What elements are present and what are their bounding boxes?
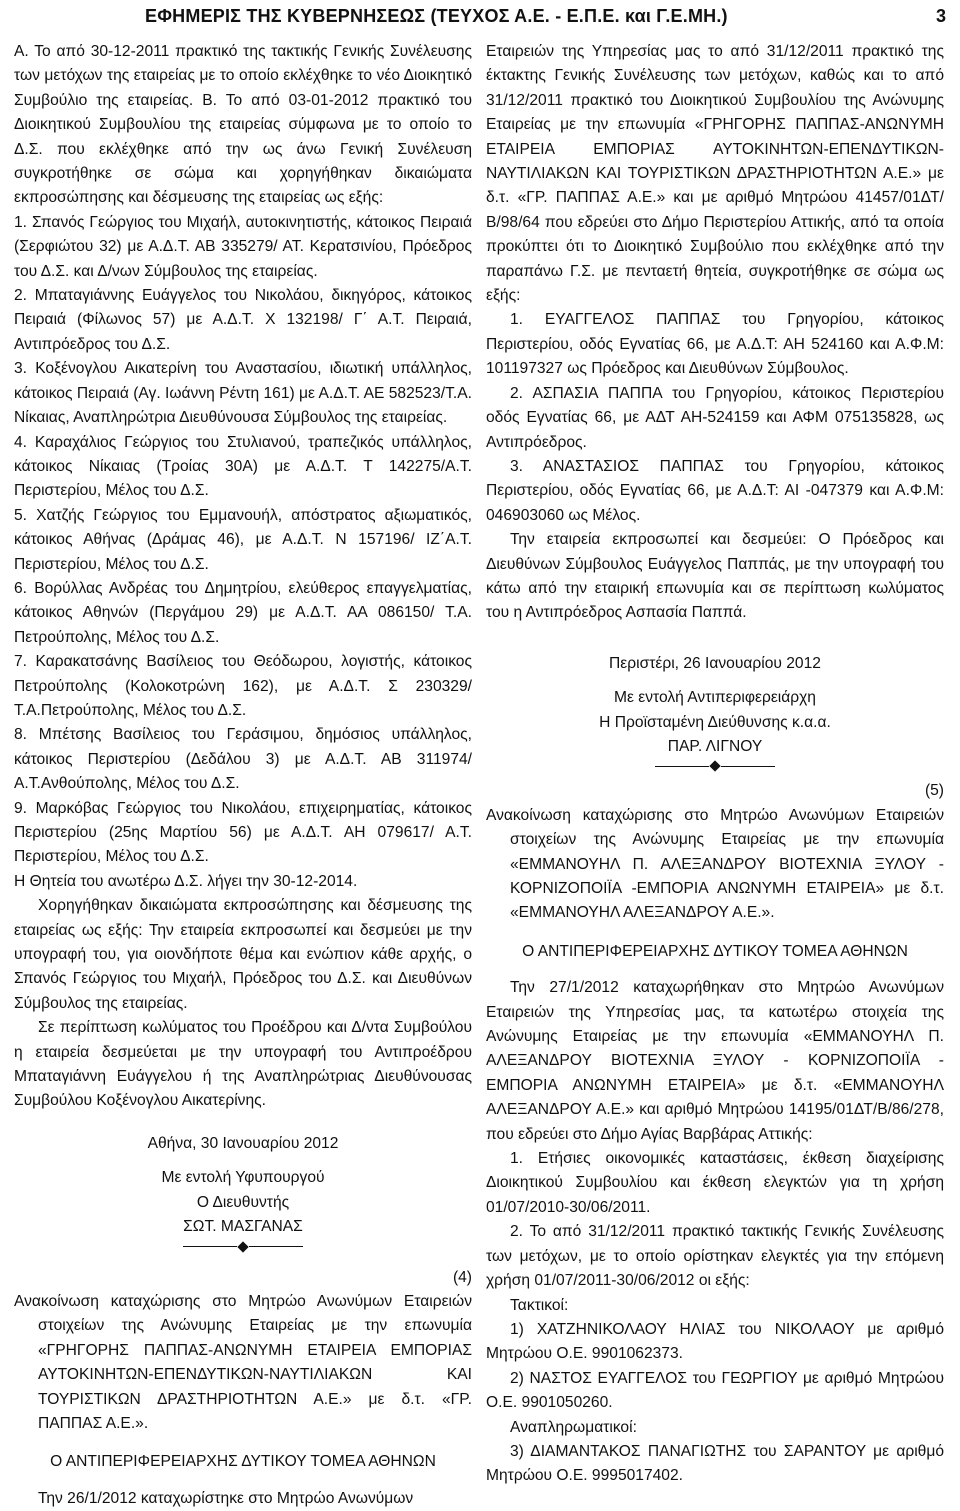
auditors-alternate-label: Αναπληρωματικοί: xyxy=(510,1418,637,1436)
member-item: 7. Καρακατσάνης Βασίλειος του Θεόδωρου, λογιστής, κάτοικος Πετρούπολης (Κολοκοτρώνη 162), με Α.Δ.Τ. Σ 230329/Τ.Α.Πετρούπολης, Μέλος του Δ.Σ. xyxy=(14,653,472,719)
notice-number: (5) xyxy=(924,782,944,800)
member-item: 3. Κοξένογλου Αικατερίνη του Αναστασίου, ιδιωτική υπάλληλος, κάτοικος Πειραιά (Αγ. Ιωάννη Ρέντη 161) με Α.Δ.Τ. ΑΕ 582523/Τ.Α. Νίκαιας, Αναπληρώτρια Διευθύνουσα Σύμβουλος της εταιρείας. xyxy=(14,360,472,427)
member-item: 3. ΑΝΑΣΤΑΣΙΟΣ ΠΑΠΠΑΣ του Γρηγορίου, κάτοικος Περιστερίου, οδός Εγνατίας 66, με Α.Δ.Τ: ΑΙ -047379 και Α.Φ.Μ: 046903060 ως Μέλος. xyxy=(486,457,944,524)
left-column xyxy=(14,40,472,1511)
notice-body-start: Την 26/1/2012 καταχωρίστηκε στο Μητρώο Ανωνύμων xyxy=(38,1489,414,1507)
signatory-name: ΣΩΤ. ΜΑΣΓΑΝΑΣ xyxy=(183,1218,303,1236)
header-title: ΕΦΗΜΕΡΙΣ ΤΗΣ ΚΥΒΕΡΝΗΣΕΩΣ (ΤΕΥΧΟΣ Α.Ε. - Ε.Π.Ε. και Γ.Ε.ΜΗ.) xyxy=(145,6,728,26)
notice-body: Την 27/1/2012 καταχωρήθηκαν στο Μητρώο Ανωνύμων Εταιρειών της Υπηρεσίας μας, τα κατωτέρω στοιχεία της Ανώνυμης Εταιρείας με την επωνυμία «ΕΜΜΑΝΟΥΗΛ Π. ΑΛΕΞΑΝΔΡΟΥ ΒΙΟΤΕΧΝΙΑ ΞΥΛΟΥ - ΚΟΡΝΙΖΟΠΟΙΪΑ - ΕΜΠΟΡΙΑ ΑΝΩΝΥΜΗ ΕΤΑΙΡΕΙΑ» με δ.τ. «ΕΜΜΑΝΟΥΗΛ ΑΛΕΞΑΝΔΡΟΥ Α.Ε.» και αριθμό Μητρώου 14195/01ΔΤ/Β/86/278, που εδρεύει στο Δήμο Αγίας Βαρβάρας Αττικής: xyxy=(486,979,944,1143)
notice-title: Ανακοίνωση καταχώρισης στο Μητρώο Ανωνύμων Εταιρειών στοιχείων της Ανώνυμης Εταιρείας με την επωνυμία «ΓΡΗΓΟΡΗΣ ΠΑΠΠΑΣ-ΑΝΩΝΥΜΗ ΕΤΑΙΡΕΙΑ ΕΜΠΟΡΙΑΣ ΑΥΤΟΚΙΝΗΤΩΝ-ΕΠΕΝΔΥΤΙΚΩΝ-ΝΑΥΤΙΛΙΑΚΩΝ ΚΑΙ ΤΟΥΡΙΣΤΙΚΩΝ ΔΡΑΣΤΗΡΙΟΤΗΤΩΝ Α.Ε.» με δ.τ. «ΓΡ. ΠΑΠΠΑΣ Α.Ε.». xyxy=(14,1292,472,1432)
member-item: 2. ΑΣΠΑΣΙΑ ΠΑΠΠΑ του Γρηγορίου, κάτοικος Περιστερίου οδός Εγνατίας 66, με ΑΔΤ ΑΗ-524159 και ΑΦΜ 075135828, ως Αντιπρόεδρος. xyxy=(486,384,944,451)
signature-place-date: Αθήνα, 30 Ιανουαρίου 2012 xyxy=(147,1134,339,1152)
representation-rights: Χορηγήθηκαν δικαιώματα εκπροσώπησης και δέσμευσης της εταιρείας ως εξής: Την εταιρεία εκπροσωπεί και δεσμεύει με την υπογραφή του, για οιονδήποτε θέμα και ενώπιον κάθε αρχής, ο Σπανός Γεώργιος του Μιχαήλ, Πρόεδρος του Δ.Σ. και Διευθύνων Σύμβουλος της εταιρείας. xyxy=(14,897,472,1012)
signature-place-date: Περιστέρι, 26 Ιανουαρίου 2012 xyxy=(609,654,821,672)
auditor-item: 3) ΔΙΑΜΑΝΤΑΚΟΣ ΠΑΝΑΓΙΩΤΗΣ του ΣΑΡΑΝΤΟΥ με αριθμό Μητρώου Ο.Ε. 9995017402. xyxy=(486,1442,944,1485)
page-header xyxy=(0,6,960,34)
notice-title: Ανακοίνωση καταχώρισης στο Μητρώο Ανωνύμων Εταιρειών στοιχείων της Ανώνυμης Εταιρείας με την επωνυμία «ΕΜΜΑΝΟΥΗΛ Π. ΑΛΕΞΑΝΔΡΟΥ ΒΙΟΤΕΧΝΙΑ ΞΥΛΟΥ - ΚΟΡΝΙΖΟΠΟΙΪΑ -ΕΜΠΟΡΙΑ ΑΝΩΝΥΜΗ ΕΤΑΙΡΕΙΑ» με δ.τ. «ΕΜΜΑΝΟΥΗΛ ΑΛΕΞΑΝΔΡΟΥ Α.Ε.». xyxy=(486,806,944,922)
separator-ornament xyxy=(14,1242,472,1252)
member-item: 1. Σπανός Γεώργιος του Μιχαήλ, αυτοκινητιστής, κάτοικος Πειραιά (Σερφιώτου 32) με Α.Δ.Τ. ΑΒ 335279/ ΑΤ. Κερατσινίου, Πρόεδρος του Δ.Σ. και Δ/νων Σύμβουλος της εταιρείας. xyxy=(14,213,472,280)
member-item: 5. Χατζής Γεώργιος του Εμμανουήλ, απόστρατος αξιωματικός, κάτοικος Αθήνας (Δράμας 46), με Α.Δ.Τ. Ν 157196/ ΙΖ΄Α.Τ. Περιστερίου, Μέλος του Δ.Σ. xyxy=(14,506,472,573)
signature-line: Με εντολή Αντιπεριφερειάρχη xyxy=(614,689,816,707)
page-number: 3 xyxy=(935,6,946,26)
notice-number: (4) xyxy=(452,1268,472,1286)
member-item: 9. Μαρκόβας Γεώργιος του Νικολάου, επιχειρηματίας, κάτοικος Περιστερίου (25ης Μαρτίου 56) με Α.Δ.Τ. ΑΗ 079617/ Α.Τ. Περιστερίου, Μέλος του Δ.Σ. xyxy=(14,799,472,866)
member-item: 8. Μπέτσης Βασίλειος του Γεράσιμου, δημόσιος υπάλληλος, κάτοικος Περιστερίου (Δεδάλου 3) με Α.Δ.Τ. ΑΒ 311974/Α.Τ.Ανθούπολης, Μέλος του Δ.Σ. xyxy=(14,726,472,793)
diamond-icon xyxy=(237,1241,248,1252)
member-item: 1. ΕΥΑΓΓΕΛΟΣ ΠΑΠΠΑΣ του Γρηγορίου, κάτοικος Περιστερίου, οδός Εγνατίας 66, με Α.Δ.Τ: ΑΗ 524160 και Α.Φ.Μ: 101197327 ως Πρόεδρος και Διευθύνων Σύμβουλος. xyxy=(486,311,944,378)
absence-clause: Σε περίπτωση κωλύματος του Προέδρου και Δ/ντα Συμβούλου η εταιρεία δεσμεύεται με την υπογραφή του Αντιπροέδρου Μπαταγιάννη Ευάγγελου ή της Αναπληρώτριας Διευθύνουσας Συμβούλου Κοξένογλου Αικατερίνης. xyxy=(14,1019,472,1110)
member-item: 2. Μπαταγιάννης Ευάγγελος του Νικολάου, δικηγόρος, κάτοικος Πειραιά (Φίλωνος 57) με Α.Δ.Τ. Χ 132198/ Γ΄ Α.Τ. Πειραιά, Αντιπρόεδρος του Δ.Σ. xyxy=(14,287,472,353)
auditor-item: 1) ΧΑΤΖΗΝΙΚΟΛΑΟΥ ΗΛΙΑΣ του ΝΙΚΟΛΑΟΥ με αριθμό Μητρώου Ο.Ε. 9901062373. xyxy=(486,1320,944,1363)
list-item: 1. Ετήσιες οικονομικές καταστάσεις, έκθεση διαχείρισης Διοικητικού Συμβουλίου και έκθεση ελεγκτών για τη χρήση 01/07/2010-30/06/2011. xyxy=(486,1150,944,1216)
separator-ornament xyxy=(486,761,944,771)
signature-line: Ο Διευθυντής xyxy=(196,1193,290,1211)
signature-line: Η Προϊσταμένη Διεύθυνσης κ.α.α. xyxy=(599,713,831,731)
signature-block xyxy=(486,652,944,760)
diamond-icon xyxy=(709,761,720,772)
auditors-regular-label: Τακτικοί: xyxy=(510,1296,569,1314)
auditor-item: 2) ΝΑΣΤΟΣ ΕΥΑΓΓΕΛΟΣ του ΓΕΩΡΓΙΟΥ με αριθμό Μητρώου Ο.Ε. 9901050260. xyxy=(486,1369,944,1412)
right-column xyxy=(486,40,944,1489)
representation-clause: Την εταιρεία εκπροσωπεί και δεσμεύει: Ο Πρόεδρος και Διευθύνων Σύμβουλος Ευάγγελος Παππάς, με την υπογραφή του κάτω από την εταιρική επωνυμία και σε περίπτωση κωλύματος του η Αντιπρόεδρος Ασπασία Παππά. xyxy=(486,531,944,622)
list-item: 2. Το από 31/12/2011 πρακτικό τακτικής Γενικής Συνέλευσης των μετόχων, με το οποίο ορίστηκαν ελεγκτές για την επόμενη χρήση 01/07/2011-30/06/2012 οι εξής: xyxy=(486,1223,944,1290)
member-item: 6. Βορύλλας Ανδρέας του Δημητρίου, ελεύθερος επαγγελματίας, κάτοικος Αθηνών (Περγάμου 29) με Α.Δ.Τ. ΑΑ 086150/ Τ.Α. Πετρούπολης, Μέλος του Δ.Σ. xyxy=(14,579,472,646)
signature-block xyxy=(14,1132,472,1240)
authority-heading: Ο ΑΝΤΙΠΕΡΙΦΕΡΕΙΑΡΧΗΣ ΔΥΤΙΚΟΥ ΤΟΜΕΑ ΑΘΗΝΩΝ xyxy=(522,942,908,960)
member-item: 4. Καραχάλιος Γεώργιος του Στυλιανού, τραπεζικός υπάλληλος, κάτοικος Νίκαιας (Τροίας 30Α) με Α.Δ.Τ. Τ 142275/Α.Τ. Περιστερίου, Μέλος του Δ.Σ. xyxy=(14,433,472,500)
signatory-name: ΠΑΡ. ΛΙΓΝΟΥ xyxy=(667,737,763,755)
term-statement: Η Θητεία του ανωτέρω Δ.Σ. λήγει την 30-12-2014. xyxy=(14,872,358,890)
notice-continuation: Εταιρειών της Υπηρεσίας μας το από 31/12/2011 πρακτικό της έκτακτης Γενικής Συνέλευσης των μετόχων, καθώς και το από 31/12/2011 πρακτικό του Διοικητικού Συμβουλίου της Ανώνυμης Εταιρείας με την επωνυμία «ΓΡΗΓΟΡΗΣ ΠΑΠΠΑΣ-ΑΝΩΝΥΜΗ ΕΤΑΙΡΕΙΑ ΕΜΠΟΡΙΑΣ ΑΥΤΟΚΙΝΗΤΩΝ-ΕΠΕΝΔΥΤΙΚΩΝ-ΝΑΥΤΙΛΙΑΚΩΝ ΚΑΙ ΤΟΥΡΙΣΤΙΚΩΝ ΔΡΑΣΤΗΡΙΟΤΗΤΩΝ Α.Ε.» με δ.τ. «ΓΡ. ΠΑΠΠΑΣ Α.Ε.» και με αριθμό Μητρώου 41457/01ΔΤ/Β/98/64 που εδρεύει στο Δήμο Περιστερίου Αττικής, από τα οποία προκύπτει ότι το Διοικητικό Συμβούλιο που εκλέχθηκε από την παραπάνω Γ.Σ. με πενταετή θητεία, συγκροτήθηκε σε σώμα ως εξής: xyxy=(486,43,944,305)
signature-line: Με εντολή Υφυπουργού xyxy=(161,1169,325,1187)
notice-intro: Α. Το από 30-12-2011 πρακτικό της τακτικής Γενικής Συνέλευσης των μετόχων της εταιρείας με το οποίο εκλέχθηκε το νέο Διοικητικό Συμβούλιο της εταιρείας. Β. Το από 03-01-2012 πρακτικό του Διοικητικού Συμβουλίου της εταιρείας σύμφωνα με το οποίο το Δ.Σ. που εκλέχθηκε από την ως άνω Γενική Συνέλευση συγκροτήθηκε σε σώμα και χορηγήθηκαν δικαιώματα εκπροσώπησης και δέσμευσης της εταιρείας ως εξής: xyxy=(14,43,472,207)
authority-heading: Ο ΑΝΤΙΠΕΡΙΦΕΡΕΙΑΡΧΗΣ ΔΥΤΙΚΟΥ ΤΟΜΕΑ ΑΘΗΝΩΝ xyxy=(50,1453,436,1471)
